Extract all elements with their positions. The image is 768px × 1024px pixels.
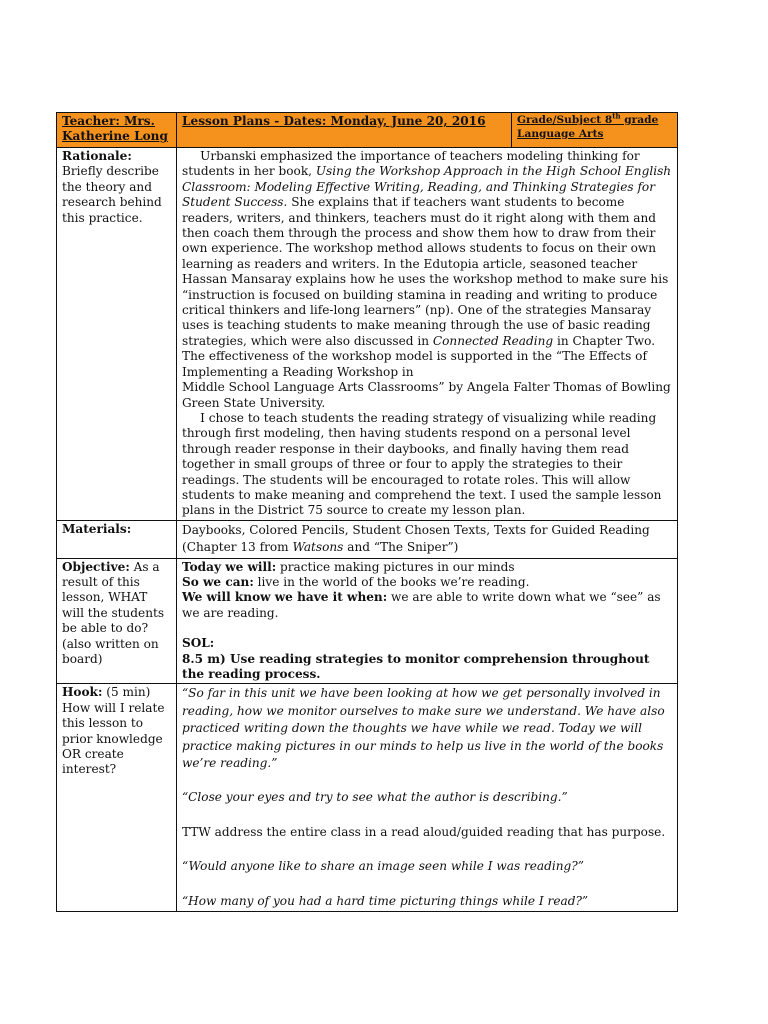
hook-quote-4: “Would anyone like to share an image seen while I was reading?” [182, 859, 584, 874]
materials-text: and “The Sniper”) [343, 540, 459, 555]
hook-quote-1: “So far in this unit we have been looking at how we get personally involved in reading, how we monitor ourselves to make sure we understand. We have also practiced writing down the thoughts we have while we read. Today we will practice making pictures in our minds to help us live in the world of the books we’re reading.” [182, 686, 665, 771]
objective-line-label: We will know we have it when: [182, 590, 388, 605]
spacer [182, 772, 673, 789]
materials-title: Watsons [292, 540, 344, 555]
lesson-plan-table [56, 112, 678, 912]
objective-label-cell [57, 558, 177, 684]
book-title: Using the Workshop Approach in the High School English Classroom: Modeling Effective Writing, Reading, and Thinking Strategies for Student Success. [182, 164, 672, 210]
rationale-paragraph-1-cont: Middle School Language Arts Classrooms” by Angela Falter Thomas of Bowling Green State University. [182, 380, 671, 410]
objective-line-3 [182, 590, 673, 621]
hook-label: Hook: [62, 685, 103, 700]
hook-content-cell [177, 684, 678, 912]
rationale-content-cell [177, 148, 678, 521]
hook-row [57, 684, 678, 912]
hook-quote-2: “Close your eyes and try to see what the author is describing.” [182, 790, 568, 805]
grade-superscript: th [612, 111, 621, 121]
objective-description: As a result of this lesson, WHAT will the students be able to do? (also written on board) [62, 559, 165, 666]
spacer [182, 841, 673, 858]
materials-text: Daybooks, Colored Pencils, Student Chosen Texts, Texts for Guided Reading (Chapter 13 from [182, 522, 650, 555]
rationale-text: in Chapter Two. The effectiveness of the workshop model is supported in the “The Effects of Implementing a Reading Workshop in [182, 333, 656, 379]
sol-label: SOL: [182, 636, 215, 651]
rationale-label-cell [57, 148, 177, 521]
header-row [57, 113, 678, 148]
rationale-paragraph-1 [182, 149, 673, 380]
objective-label: Objective: [62, 559, 130, 574]
grade-prefix: Grade/Subject 8 [517, 114, 613, 126]
hook-text-3: TTW address the entire class in a read aloud/guided reading that has purpose. [182, 824, 666, 839]
materials-label-cell [57, 520, 177, 558]
objective-line-text: practice making pictures in our minds [276, 559, 515, 574]
teacher-cell [57, 113, 177, 148]
lesson-dates: Lesson Plans - Dates: Monday, June 20, 2016 [182, 114, 486, 128]
materials-content-cell [177, 520, 678, 558]
objective-line-2 [182, 575, 673, 590]
spacer [182, 876, 673, 893]
hook-description: (5 min) How will I relate this lesson to prior knowledge OR create interest? [62, 685, 165, 777]
grade-suffix: grade Language Arts [517, 114, 659, 140]
spacer [182, 621, 673, 636]
book-title: Connected Reading [432, 333, 554, 348]
objective-line-label: So we can: [182, 574, 254, 589]
objective-line-text: we are able to write down what we “see” as we are reading. [182, 590, 661, 620]
rationale-text: Urbanski emphasized the importance of teachers modeling thinking for students in her book, [182, 149, 640, 179]
materials-row [57, 520, 678, 558]
grade-subject-cell [512, 113, 678, 148]
hook-label-cell [57, 684, 177, 912]
rationale-label: Rationale: [62, 149, 132, 163]
objective-line-1 [182, 560, 673, 575]
lesson-dates-cell [177, 113, 512, 148]
teacher-name: Teacher: Mrs. Katherine Long [62, 114, 168, 144]
sol-text: 8.5 m) Use reading strategies to monitor comprehension throughout the reading process. [182, 651, 650, 681]
rationale-row [57, 148, 678, 521]
spacer [182, 807, 673, 824]
materials-label: Materials: [62, 521, 132, 536]
objective-line-label: Today we will: [182, 559, 277, 574]
rationale-paragraph-2: I chose to teach students the reading strategy of visualizing while reading through first modeling, then having students respond on a personal level through reader response in their daybooks, and finally having them read together in small groups of three or four to apply the strategies to their readings. The students will be encouraged to rotate roles. This will allow students to make meaning and comprehend the text. I used the sample lesson plans in the District 75 source to create my lesson plan. [182, 410, 662, 518]
rationale-description: Briefly describe the theory and research behind this practice. [62, 164, 162, 225]
objective-row [57, 558, 678, 684]
objective-line-text: live in the world of the books we’re reading. [253, 574, 530, 589]
hook-quote-5: “How many of you had a hard time picturing things while I read?” [182, 893, 589, 908]
objective-content-cell [177, 558, 678, 684]
rationale-text: She explains that if teachers want students to become readers, writers, and thinkers, teachers must do it right along with them and then coach them through the process and show them how to draw from their own experience. The workshop method allows students to focus on their own learning as readers and writers. In the Edutopia article, seasoned teacher Hassan Mansaray explains how he uses the workshop method to make sure his “instruction is focused on building stamina in reading and writing to produce critical thinkers and life-long learners” (np). One of the strategies Mansaray uses is teaching students to make meaning through the use of basic reading strategies, which were also discussed in [182, 195, 669, 348]
